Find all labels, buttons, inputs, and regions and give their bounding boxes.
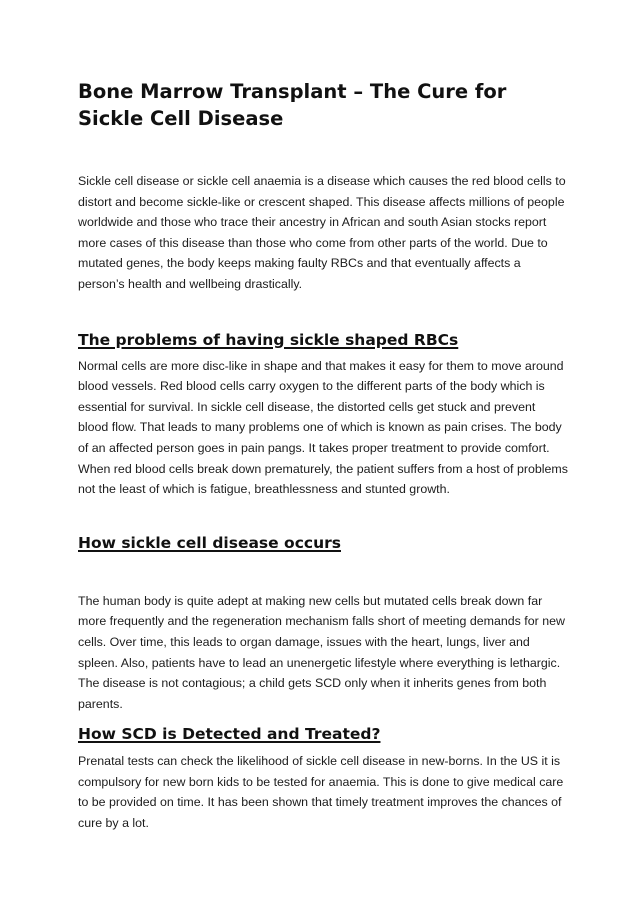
- section-heading-problems: The problems of having sickle shaped RBCs: [78, 330, 459, 349]
- section-heading-detection: How SCD is Detected and Treated?: [78, 725, 381, 744]
- section-body-problems: Normal cells are more disc-like in shape and that makes it easy for them to move around blood vessels. Red blood cells carry oxygen to the different parts of the body which is essential for survival. In sickle cell disease, the distorted cells get stuck and prevent blood flow. That leads to many problems one of which is known as pain crises. The body of an affected person goes in pain pangs. It takes proper treatment to provide comfort. When red blood cells break down prematurely, the patient suffers from a host of problems not the least of which is fatigue, breathlessness and stunted growth.: [78, 358, 568, 497]
- section-body-detection: Prenatal tests can check the likelihood of sickle cell disease in new-borns. In the US it is compulsory for new born kids to be tested for anaemia. This is done to give medical care to be provided on time. It has been shown that timely treatment improves the chances of cure by a lot.: [78, 754, 564, 831]
- section-heading-occurrence: How sickle cell disease occurs: [78, 533, 341, 552]
- intro-paragraph: Sickle cell disease or sickle cell anaemia is a disease which causes the red blood cells to distort and become sickle-like or crescent shaped. This disease affects millions of people worldwide and those who trace their ancestry in African and south Asian stocks report more cases of this disease than those who come from other parts of the world. Due to mutated genes, the body keeps making faulty RBCs and that eventually affects a person’s health and wellbeing drastically.: [78, 174, 566, 291]
- section-body-occurrence: The human body is quite adept at making new cells but mutated cells break down far more frequently and the regeneration mechanism falls short of meeting demands for new cells. Over time, this leads to organ damage, issues with the heart, lungs, liver and spleen. Also, patients have to lead an unenergetic lifestyle where everything is lethargic. The disease is not contagious; a child gets SCD only when it inherits genes from both parents.: [78, 593, 565, 711]
- document-title: Bone Marrow Transplant – The Cure for Sickle Cell Disease: [78, 80, 507, 130]
- document-page: [78, 78, 568, 834]
